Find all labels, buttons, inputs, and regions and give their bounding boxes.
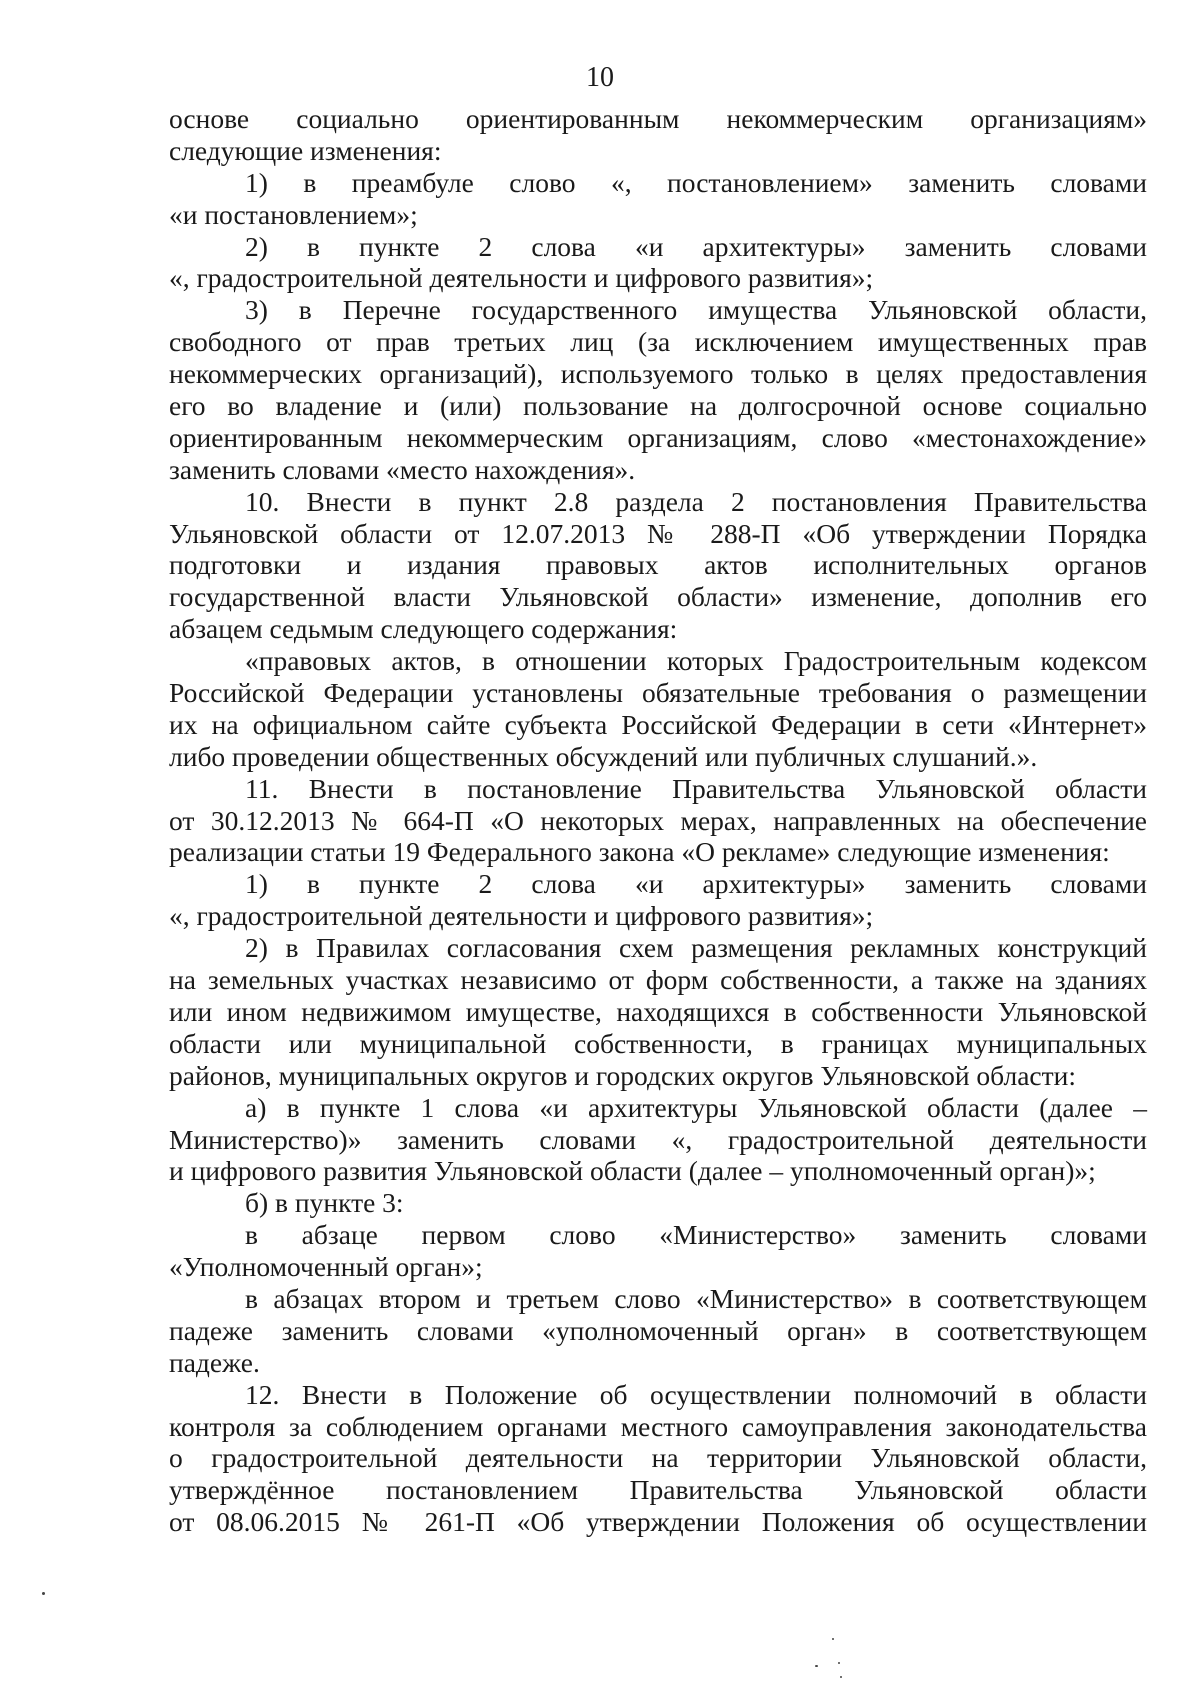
text-line: 12. Внести в Положение об осуществлении полномочий в области (245, 1378, 1147, 1410)
text-line: падеже. (169, 1346, 260, 1378)
text-line: следующие изменения: (169, 134, 442, 166)
text-line: в абзаце первом слово «Министерство» заменить словами (245, 1219, 1147, 1251)
text-line: а) в пункте 1 слова «и архитектуры Ульяновской области (далее – (245, 1091, 1147, 1123)
text-line: абзацем седьмым следующего содержания: (169, 613, 678, 645)
scan-speck (832, 1638, 834, 1640)
text-line: утверждённое постановлением Правительства Ульяновской области (169, 1474, 1147, 1506)
scan-speck (838, 1662, 840, 1664)
text-line: и цифрового развития Ульяновской области (далее – уполномоченный орган)»; (169, 1155, 1096, 1187)
text-line: реализации статьи 19 Федерального закона «О рекламе» следующие изменения: (169, 836, 1110, 868)
text-line: ориентированным некоммерческим организациям, слово «местонахождение» (169, 421, 1147, 453)
text-line: 1) в пункте 2 слова «и архитектуры» заменить словами (245, 868, 1147, 900)
text-line: 1) в преамбуле слово «, постановлением» заменить словами (245, 166, 1147, 198)
text-line: либо проведении общественных обсуждений или публичных слушаний.». (169, 740, 1038, 772)
scan-speck (840, 1676, 842, 1678)
text-line: о градостроительной деятельности на территории Ульяновской области, (169, 1442, 1147, 1474)
text-line: Российской Федерации установлены обязательные требования о размещении (169, 677, 1147, 709)
text-line: от 30.12.2013 № 664-П «О некоторых мерах, направленных на обеспечение (169, 804, 1147, 836)
text-line: некоммерческих организаций), используемого только в целях предоставления (169, 358, 1147, 390)
text-line: 11. Внести в постановление Правительства Ульяновской области (245, 772, 1147, 804)
text-line: «и постановлением»; (169, 198, 418, 230)
text-line: их на официальном сайте субъекта Российской Федерации в сети «Интернет» (169, 708, 1147, 740)
text-line: контроля за соблюдением органами местного самоуправления законодательства (169, 1410, 1147, 1442)
text-line: от 08.06.2015 № 261-П «Об утверждении Положения об осуществлении (169, 1506, 1147, 1538)
text-line: Министерство)» заменить словами «, градостроительной деятельности (169, 1123, 1147, 1155)
text-line: «правовых актов, в отношении которых Градостроительным кодексом (245, 645, 1147, 677)
text-line: заменить словами «место нахождения». (169, 453, 636, 485)
text-line: 2) в Правилах согласования схем размещения рекламных конструкций (245, 932, 1147, 964)
document-body (169, 103, 1147, 1538)
text-line: подготовки и издания правовых актов исполнительных органов (169, 549, 1147, 581)
text-line: области или муниципальной собственности, в границах муниципальных (169, 1027, 1147, 1059)
scan-speck (815, 1665, 818, 1667)
text-line: или ином недвижимом имуществе, находящихся в собственности Ульяновской (169, 995, 1147, 1027)
text-line: 2) в пункте 2 слова «и архитектуры» заменить словами (245, 230, 1147, 262)
scan-speck (42, 1592, 45, 1595)
text-line: «, градостроительной деятельности и цифрового развития»; (169, 262, 874, 294)
text-line: б) в пункте 3: (245, 1187, 404, 1219)
text-line: его во владение и (или) пользование на долгосрочной основе социально (169, 390, 1147, 422)
text-line: «Уполномоченный орган»; (169, 1251, 483, 1283)
text-line: районов, муниципальных округов и городских округов Ульяновской области: (169, 1059, 1076, 1091)
text-line: 3) в Перечне государственного имущества Ульяновской области, (245, 294, 1147, 326)
text-line: в абзацах втором и третьем слово «Министерство» в соответствующем (245, 1282, 1147, 1314)
text-line: 10. Внести в пункт 2.8 раздела 2 постановления Правительства (245, 485, 1147, 517)
text-line: государственной власти Ульяновской области» изменение, дополнив его (169, 581, 1147, 613)
text-line: свободного от прав третьих лиц (за исключением имущественных прав (169, 326, 1147, 358)
text-line: на земельных участках независимо от форм собственности, а также на зданиях (169, 964, 1147, 996)
text-line: основе социально ориентированным некоммерческим организациям» (169, 103, 1147, 134)
page-number: 10 (586, 62, 614, 93)
text-line: «, градостроительной деятельности и цифрового развития»; (169, 900, 874, 932)
text-line: падеже заменить словами «уполномоченный орган» в соответствующем (169, 1314, 1147, 1346)
text-line: Ульяновской области от 12.07.2013 № 288-П «Об утверждении Порядка (169, 517, 1147, 549)
